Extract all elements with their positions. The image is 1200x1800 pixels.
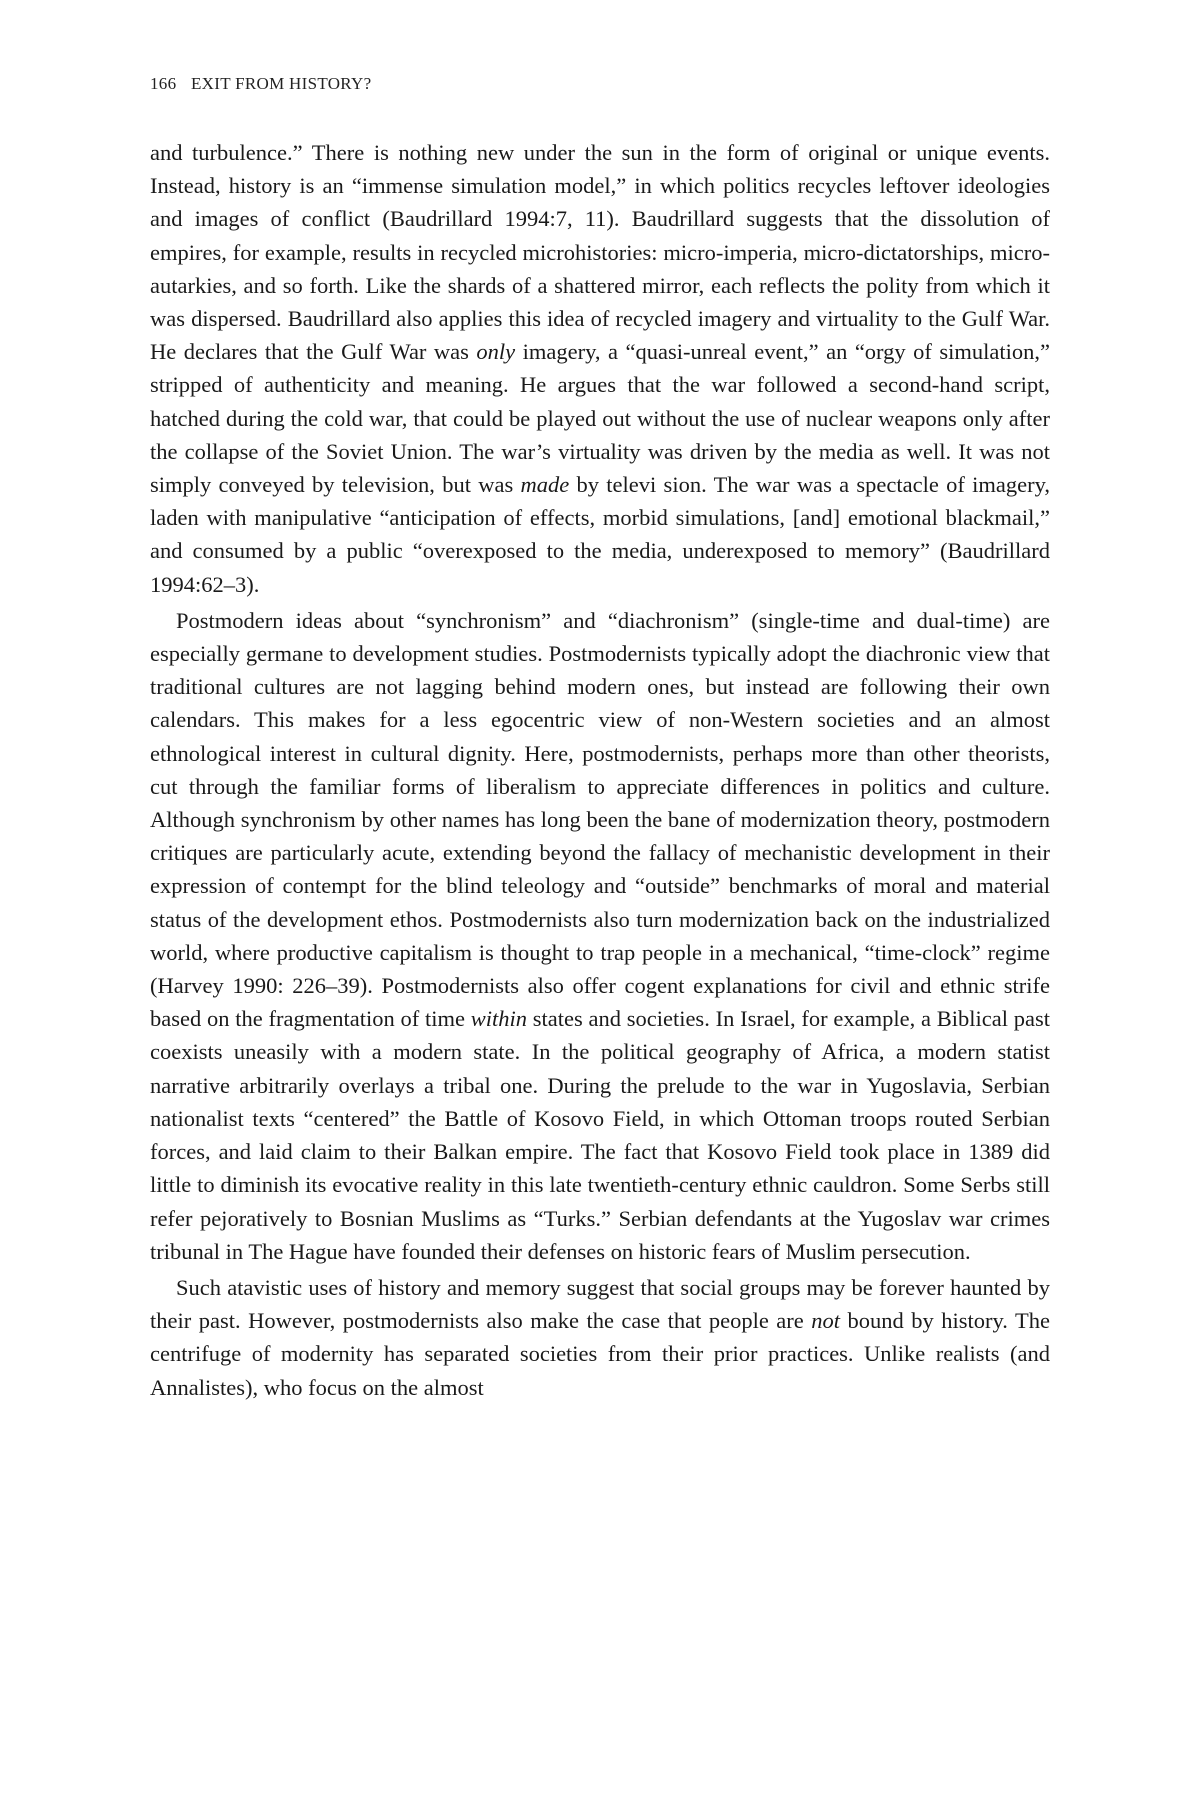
italic-text: within (470, 1006, 527, 1032)
text-segment: by televi sion. The war was a spectacle of imagery, laden with manipulative “anticipation of effects, morbid simulations, [and] emotional blackmail,” and consumed by a public “overexposed to the media, underexposed to memory” (Baudrillard 1994:62–3). (150, 472, 1050, 597)
text-segment: bound by history. The centrifuge of modernity has separated societies from their prior practices. Unlike realists (and Annalistes), who focus on the almost (150, 1308, 1050, 1400)
italic-text: only (476, 339, 516, 365)
paragraph-2 (150, 604, 1050, 1268)
text-segment: and turbulence.” There is nothing new under the sun in the form of original or unique events. Instead, history is an “immense simulation model,” in which politics recycles leftover ideologies and images of conflict (Baudrillard 1994:7, 11). Baudrillard suggests that the dissolution of empires, for example, results in recycled microhistories: micro-imperia, micro-dictatorships, micro-autarkies, and so forth. Like the shards of a shattered mirror, each reflects the polity from which it was dispersed. Baudrillard also applies this idea of recycled imagery and virtuality to the Gulf War. He declares that the Gulf War was (150, 140, 1050, 365)
text-segment: states and societies. In Israel, for example, a Biblical past coexists uneasily with a modern state. In the political geography of Africa, a modern statist narrative arbitrarily overlays a tribal one. During the prelude to the war in Yugoslavia, Serbian nationalist texts “centered” the Battle of Kosovo Field, in which Ottoman troops routed Serbian forces, and laid claim to their Balkan empire. The fact that Kosovo Field took place in 1389 did little to diminish its evocative reality in this late twentieth-century ethnic cauldron. Some Serbs still refer pejoratively to Bosnian Muslims as “Turks.” Serbian defendants at the Yugoslav war crimes tribunal in The Hague have founded their defenses on historic fears of Muslim persecution. (150, 1006, 1050, 1264)
paragraph-1 (150, 136, 1050, 601)
text-segment: imagery, a “quasi-unreal event,” an “orgy of simulation,” stripped of authenticity and meaning. He argues that the war followed a second-hand script, hatched during the cold war, that could be played out without the use of nuclear weapons only after the collapse of the Soviet Union. The war’s virtuality was driven by the media as well. It was not simply conveyed by television, but was (150, 339, 1050, 498)
text-segment: Postmodern ideas about “synchronism” and “diachronism” (single-time and dual-time) are especially germane to development studies. Postmodernists typically adopt the diachronic view that traditional cultures are not lagging behind modern ones, but instead are following their own calendars. This makes for a less egocentric view of non-Western societies and an almost ethnological interest in cultural dignity. Here, postmodernists, perhaps more than other theorists, cut through the familiar forms of liberalism to appreciate differences in politics and culture. Although synchronism by other names has long been the bane of modernization theory, postmodern critiques are particularly acute, extending beyond the fallacy of mechanistic development in their expression of contempt for the blind teleology and “outside” benchmarks of moral and material status of the development ethos. Postmodernists also turn modernization back on the industrialized world, where productive capitalism is thought to trap people in a mechanical, “time-clock” regime (Harvey 1990: 226–39). Postmodernists also offer cogent explanations for civil and ethnic strife based on the fragmentation of time (150, 607, 1050, 1032)
page-number: 166 (150, 74, 177, 93)
running-title: EXIT FROM HISTORY? (190, 74, 372, 93)
body-text (150, 136, 1050, 1404)
paragraph-3 (150, 1271, 1050, 1404)
running-head (150, 74, 371, 94)
italic-text: made (520, 472, 570, 498)
italic-text: not (811, 1308, 841, 1334)
text-segment: Such atavistic uses of history and memory suggest that social groups may be forever haunted by their past. However, postmodernists also make the case that people are (150, 1274, 1050, 1334)
